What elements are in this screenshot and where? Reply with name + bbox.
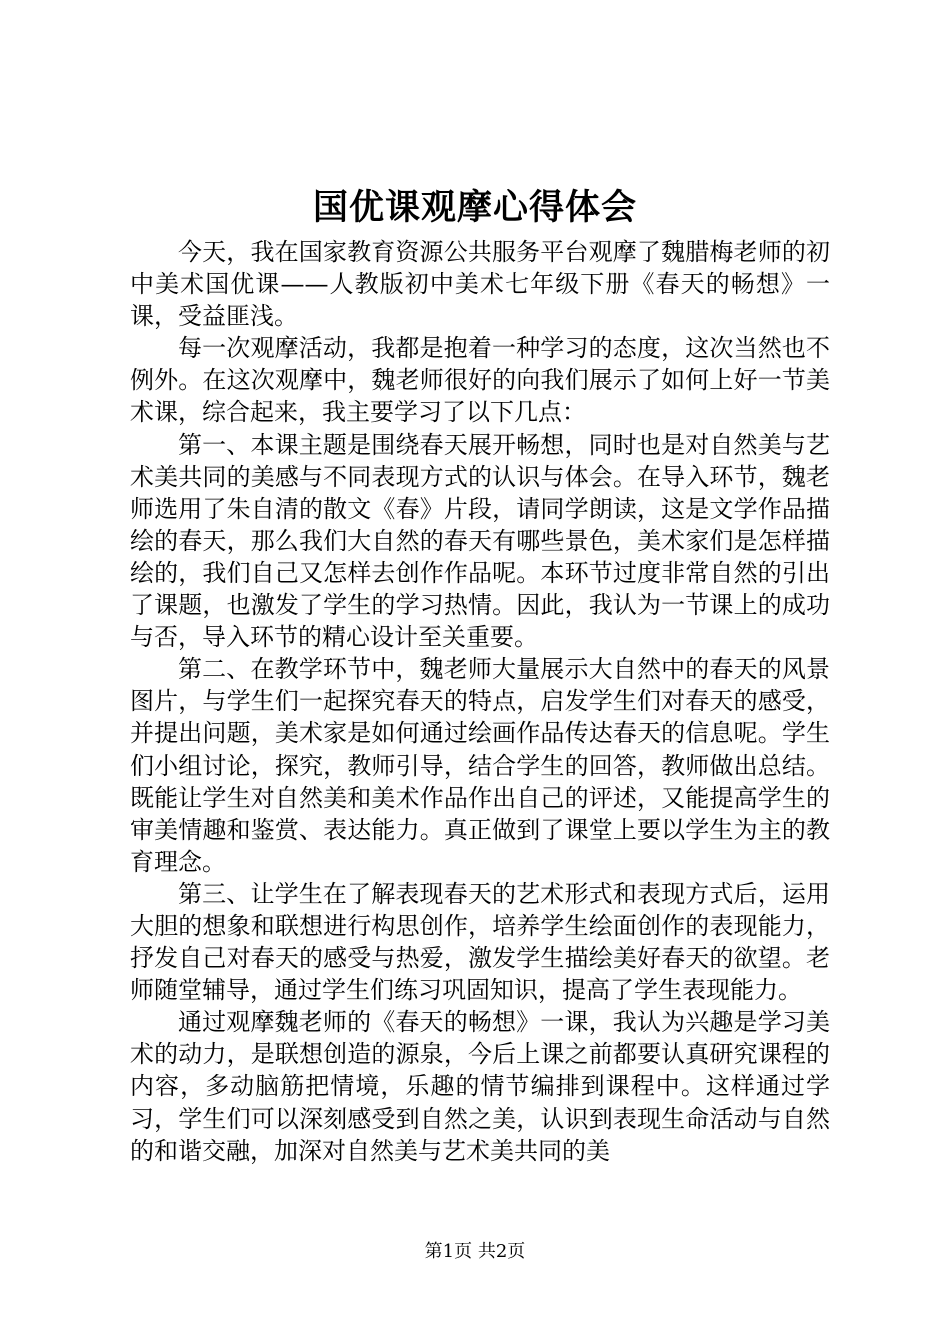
document-title: 国优课观摩心得体会	[312, 187, 637, 228]
page-number-footer: 第1页 共2页	[424, 1241, 526, 1262]
paragraph: 第一、本课主题是围绕春天展开畅想，同时也是对自然美与艺术美共同的美感与不同表现方式的认识与体会。在导入环节，魏老师选用了朱自清的散文《春》片段，请同学朗读，这是文学作品描绘的春天，那么我们大自然的春天有哪些景色，美术家们是怎样描绘的，我们自己又怎样去创作作品呢。本环节过度非常自然的引出了课题，也激发了学生的学习热情。因此，我认为一节课上的成功与否，导入环节的精心设计至关重要。	[130, 430, 830, 652]
paragraph: 通过观摩魏老师的《春天的畅想》一课，我认为兴趣是学习美术的动力，是联想创造的源泉，今后上课之前都要认真研究课程的内容，多动脑筋把情境，乐趣的情节编排到课程中。这样通过学习，学生们可以深刻感受到自然之美，认识到表现生命活动与自然的和谐交融，加深对自然美与艺术美共同的美	[130, 1008, 830, 1165]
paragraph: 今天，我在国家教育资源公共服务平台观摩了魏腊梅老师的初中美术国优课——人教版初中美术七年级下册《春天的畅想》一课，受益匪浅。	[130, 238, 830, 331]
paragraph: 每一次观摩活动，我都是抱着一种学习的态度，这次当然也不例外。在这次观摩中，魏老师很好的向我们展示了如何上好一节美术课，综合起来，我主要学习了以下几点：	[130, 334, 830, 427]
document-body	[130, 236, 830, 1167]
paragraph: 第三、让学生在了解表现春天的艺术形式和表现方式后，运用大胆的想象和联想进行构思创作，培养学生绘面创作的表现能力，抒发自己对春天的感受与热爱，激发学生描绘美好春天的欲望。老师随堂辅导，通过学生们练习巩固知识，提高了学生表现能力。	[130, 879, 830, 1005]
paragraph: 第二、在教学环节中，魏老师大量展示大自然中的春天的风景图片，与学生们一起探究春天的特点，启发学生们对春天的感受，并提出问题，美术家是如何通过绘画作品传达春天的信息呢。学生们小组讨论，探究，教师引导，结合学生的回答，教师做出总结。既能让学生对自然美和美术作品作出自己的评述，又能提高学生的审美情趣和鉴赏、表达能力。真正做到了课堂上要以学生为主的教育理念。	[130, 655, 830, 876]
